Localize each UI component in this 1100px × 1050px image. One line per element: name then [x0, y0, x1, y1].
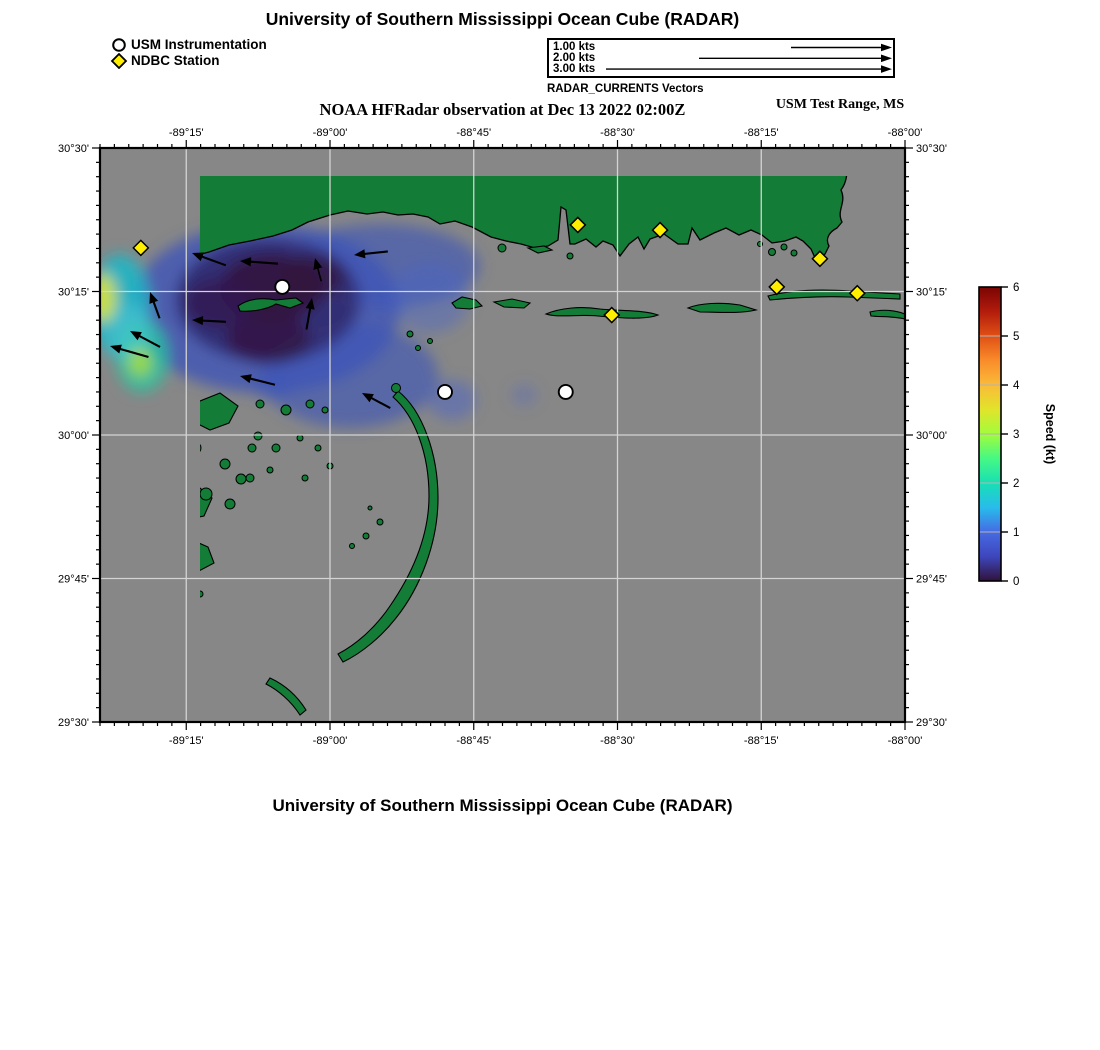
y-axis-label-right: 29°45' — [916, 573, 947, 586]
x-axis-label-bottom: -88°30' — [600, 735, 635, 747]
vector-scale-box — [547, 38, 895, 78]
colorbar — [979, 282, 1057, 588]
y-axis-label-left: 30°30' — [58, 143, 89, 155]
scale-arrow-head — [881, 55, 892, 63]
y-axis-label-left: 29°45' — [58, 573, 89, 586]
islet — [769, 249, 776, 256]
colorbar-tick-label: 5 — [1013, 331, 1020, 343]
scale-arrow-head — [881, 65, 892, 73]
ndbc-station-icon — [110, 53, 128, 69]
islet — [416, 346, 421, 351]
speed-field-blob — [390, 263, 470, 333]
vector-scale-arrows — [549, 40, 893, 76]
legend-label-ndbc: NDBC Station — [131, 53, 220, 68]
speed-field-blob — [428, 380, 476, 420]
x-axis-label-top: -89°15' — [168, 127, 204, 139]
islet — [306, 400, 314, 408]
islet — [281, 405, 291, 415]
x-axis-label-bottom: -88°15' — [743, 735, 779, 747]
islet — [428, 339, 433, 344]
usm-instrumentation-icon — [110, 37, 128, 53]
legend-item-ndbc — [110, 53, 267, 69]
islet — [256, 400, 264, 408]
islet — [377, 519, 383, 525]
y-axis-label-right: 30°00' — [916, 430, 947, 442]
islet — [368, 506, 372, 510]
y-axis-label-left: 30°15' — [58, 286, 89, 299]
islet — [225, 499, 235, 509]
islet — [246, 474, 254, 482]
usm-station-marker — [438, 385, 452, 399]
islet — [272, 444, 280, 452]
y-axis-label-right: 29°30' — [916, 717, 947, 729]
usm-station-marker — [559, 385, 573, 399]
y-axis-label-left: 30°00' — [58, 430, 89, 442]
islet — [267, 467, 273, 473]
legend-item-usm — [110, 37, 267, 53]
x-axis-label-top: -88°00' — [887, 127, 923, 139]
x-axis-label-bottom: -89°00' — [312, 735, 348, 747]
scale-arrow-head — [881, 44, 892, 52]
speed-field-blob — [90, 274, 116, 322]
current-vector-shaft — [200, 320, 226, 321]
speed-field-blob — [254, 374, 290, 402]
islet — [315, 445, 321, 451]
vector-scale-caption: RADAR_CURRENTS Vectors — [547, 83, 704, 95]
usm-station-marker — [275, 280, 289, 294]
y-axis-label-right: 30°15' — [916, 286, 947, 299]
speed-field-blob — [511, 384, 537, 406]
observation-subtitle: NOAA HFRadar observation at Dec 13 2022 02:00Z — [319, 100, 686, 119]
x-axis-label-top: -88°30' — [600, 127, 635, 139]
x-axis-label-top: -89°00' — [312, 127, 348, 139]
islet — [248, 444, 256, 452]
islet — [498, 244, 506, 252]
figure-title: University of Southern Mississippi Ocean Cube (RADAR) — [265, 9, 740, 29]
islet — [200, 488, 212, 500]
colorbar-tick-label: 4 — [1013, 380, 1020, 392]
islet — [220, 459, 230, 469]
islet — [392, 384, 401, 393]
figure-footer-title: University of Southern Mississippi Ocean Cube (RADAR) — [272, 796, 733, 815]
islet — [297, 435, 303, 441]
vector-scale-label-1kt: 1.00 kts — [553, 41, 596, 53]
islet — [791, 250, 797, 256]
islet — [350, 544, 355, 549]
islet — [363, 533, 369, 539]
x-axis-label-bottom: -89°15' — [168, 735, 204, 747]
x-axis-label-top: -88°45' — [456, 127, 492, 139]
vector-scale-label-2kt: 2.00 kts — [553, 52, 596, 64]
islet — [781, 244, 787, 250]
x-axis-label-bottom: -88°45' — [456, 735, 492, 747]
colorbar-tick-label: 1 — [1013, 527, 1020, 539]
test-range-label: USM Test Range, MS — [775, 97, 905, 112]
y-axis-label-right: 30°30' — [916, 143, 947, 155]
islet — [236, 474, 246, 484]
islet — [254, 432, 262, 440]
colorbar-title: Speed (kt) — [1043, 403, 1057, 465]
islet — [567, 253, 573, 259]
islet — [322, 407, 328, 413]
colorbar-tick-label: 6 — [1013, 282, 1020, 294]
hfradar-map — [0, 120, 1100, 790]
colorbar-tick-label: 3 — [1013, 429, 1020, 441]
map-legend — [110, 37, 267, 69]
x-axis-label-top: -88°15' — [743, 127, 779, 139]
x-axis-label-bottom: -88°00' — [887, 735, 923, 747]
vector-scale-label-3kt: 3.00 kts — [553, 63, 596, 75]
colorbar-tick-label: 0 — [1013, 576, 1020, 588]
colorbar-tick-label: 2 — [1013, 478, 1020, 490]
islet — [302, 475, 308, 481]
legend-label-usm: USM Instrumentation — [131, 37, 267, 52]
y-axis-label-left: 29°30' — [58, 717, 89, 729]
islet — [407, 331, 413, 337]
